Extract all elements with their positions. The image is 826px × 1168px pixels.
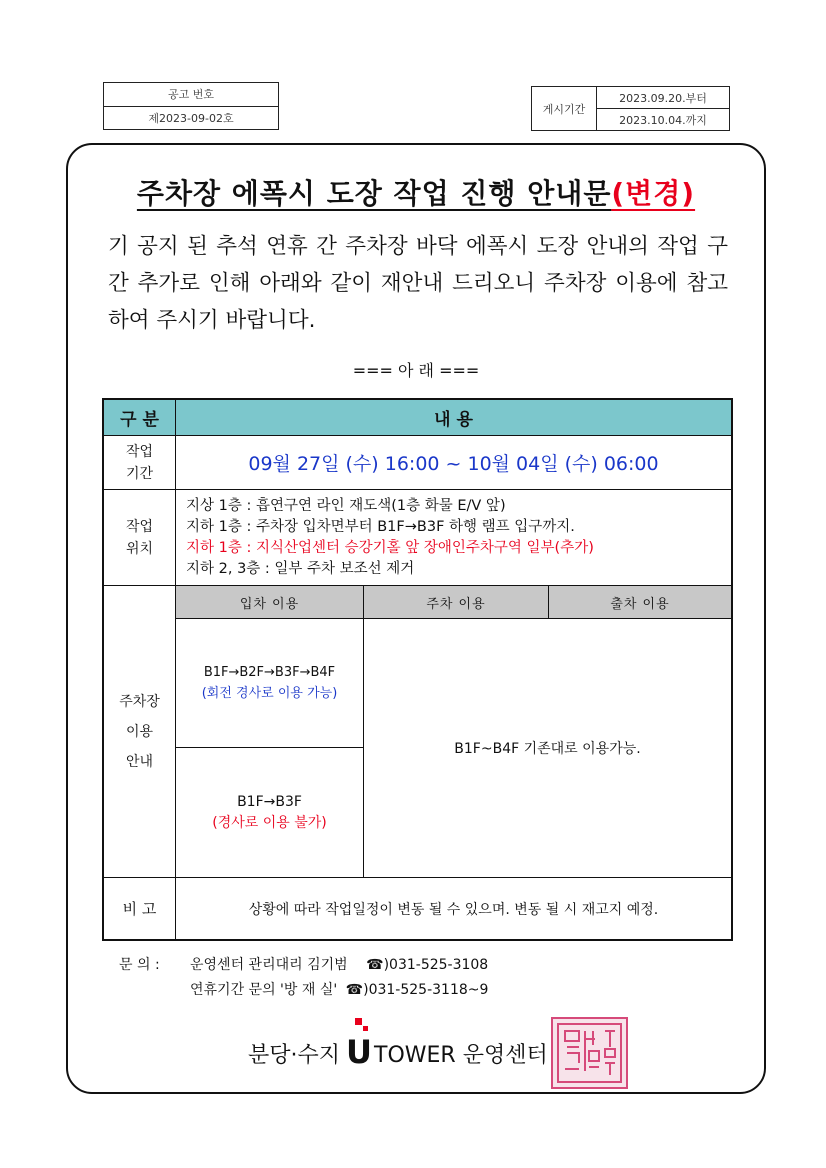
route-2: B1F→B3F [237, 793, 302, 810]
contact-label: 문 의 : [119, 957, 160, 973]
info-table [102, 398, 733, 941]
col-exit-header: 출차 이용 [549, 586, 731, 619]
posting-period-end: 2023.10.04.까지 [619, 113, 707, 127]
logo-red-square [355, 1018, 362, 1025]
work-location-label-2: 위치 [125, 540, 154, 557]
contact-line-2 [190, 979, 488, 999]
route-1-note: (회전 경사로 이용 가능) [201, 686, 338, 701]
phone-icon: ☎ [366, 957, 384, 973]
logo-letter: U [346, 1033, 372, 1071]
location-line-1: 지상 1층 : 흡연구연 라인 재도색(1층 화물 E/V 앞) [186, 498, 506, 514]
utower-logo [346, 1033, 372, 1071]
notice-number-label: 공고 번호 [104, 83, 278, 107]
location-line-3: 지하 1층 : 지식산업센터 승강기홀 앞 장애인주차구역 일부(추가) [186, 540, 594, 556]
contact-person: 운영센터 관리대리 김기범 [190, 957, 348, 973]
contact-holiday: 연휴기간 문의 '방 재 실' [190, 982, 338, 998]
title-main: 주차장 에폭시 도장 작업 진행 안내문 [136, 177, 612, 210]
seal-stamp-icon [551, 1017, 628, 1089]
parking-label-1: 주차장 [119, 693, 160, 710]
posting-period-box [531, 86, 730, 131]
park-note-cell: B1F~B4F 기존대로 이용가능. [364, 619, 731, 878]
route-2-cell [176, 748, 364, 878]
footer-suffix: TOWER 운영센터 [374, 1043, 548, 1068]
phone-icon: ☎ [345, 982, 364, 998]
posting-period-label: 게시기간 [532, 87, 597, 130]
parking-label [104, 586, 176, 878]
contact-phone-1: )031-525-3108 [383, 957, 489, 973]
page-title [66, 172, 766, 212]
contact-line-1 [190, 954, 488, 974]
footer-prefix: 분당·수지 [248, 1043, 341, 1068]
location-line-4: 지하 2, 3층 : 일부 주차 보조선 제거 [186, 561, 415, 577]
work-location-label-1: 작업 [125, 518, 154, 535]
notice-number-value: 제2023-09-02호 [148, 112, 234, 125]
posting-period-start: 2023.09.20.부터 [597, 87, 729, 109]
remarks-label: 비 고 [104, 878, 176, 939]
work-location-content [176, 490, 731, 586]
contact-phone-2: )031-525-3118~9 [363, 982, 489, 998]
location-line-2: 지하 1층 : 주차장 입차면부터 B1F→B3F 하행 램프 입구까지. [186, 519, 575, 535]
header-category: 구 분 [104, 400, 176, 436]
route-1: B1F→B2F→B3F→B4F [203, 665, 336, 680]
section-mark: === 아 래 === [352, 361, 480, 380]
work-period-label-2: 기간 [125, 465, 154, 482]
header-content: 내 용 [176, 400, 731, 436]
seal-stamp-graphic [553, 1019, 626, 1087]
work-period-label-1: 작업 [125, 443, 154, 460]
posting-period-dates [597, 87, 729, 130]
intro-paragraph: 기 공지 된 추석 연휴 간 주차장 바닥 에폭시 도장 안내의 작업 구간 추가로 인해 아래와 같이 재안내 드리오니 주차장 이용에 참고하여 주시기 바랍니다. [108, 234, 728, 333]
parking-label-3: 안내 [125, 753, 154, 770]
col-entry-header: 입차 이용 [176, 586, 364, 619]
remarks-value: 상황에 따라 작업일정이 변동 될 수 있으며. 변동 될 시 재고지 예정. [248, 901, 659, 918]
col-park-header: 주차 이용 [364, 586, 549, 619]
footer-organization [248, 1033, 548, 1071]
logo-red-square-small [363, 1026, 368, 1031]
route-2-note: (경사로 이용 불가) [212, 814, 327, 831]
work-period-value: 09월 27일 (수) 16:00 ~ 10월 04일 (수) 06:00 [176, 436, 731, 490]
title-tag: (변경) [611, 177, 696, 210]
work-period-label [104, 436, 176, 490]
route-1-cell [176, 619, 364, 748]
parking-label-2: 이용 [125, 723, 154, 740]
work-location-label [104, 490, 176, 586]
notice-number-box [103, 82, 279, 130]
